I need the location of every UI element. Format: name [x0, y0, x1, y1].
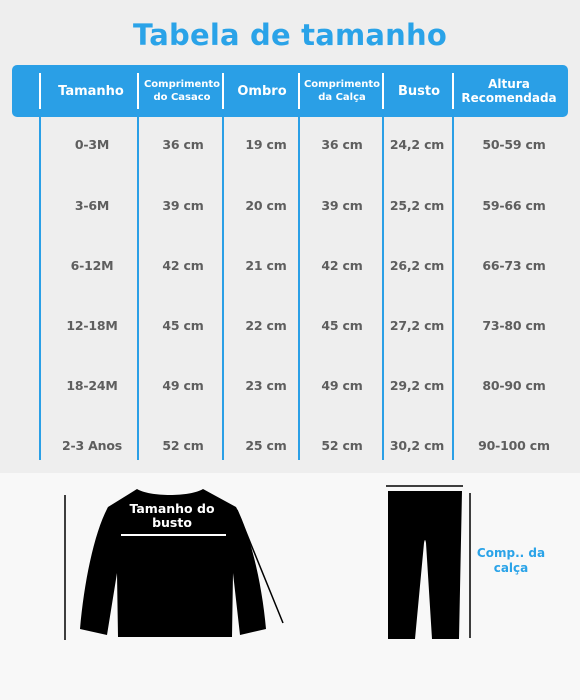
- header-pants-length: Comprimento da Calça: [303, 79, 381, 103]
- table-cell: 52 cm: [162, 438, 204, 453]
- pants-length-label: Comp.. da calça: [476, 546, 546, 575]
- table-cell: 80-90 cm: [482, 378, 546, 393]
- column-divider: [222, 117, 224, 460]
- header-divider: [298, 73, 300, 109]
- table-cell: 12-18M: [66, 318, 118, 333]
- header-recommended-height: Altura Recomendada: [461, 77, 557, 105]
- header-divider: [222, 73, 224, 109]
- table-cell: 25 cm: [245, 438, 287, 453]
- table-cell: 90-100 cm: [478, 438, 550, 453]
- table-cell: 73-80 cm: [482, 318, 546, 333]
- table-cell: 59-66 cm: [482, 198, 546, 213]
- table-cell: 22 cm: [245, 318, 287, 333]
- table-cell: 36 cm: [162, 137, 204, 152]
- table-cell: 27,2 cm: [389, 318, 445, 333]
- header-divider: [452, 73, 454, 109]
- table-cell: 42 cm: [162, 258, 204, 273]
- garment-diagram: [0, 473, 580, 700]
- table-cell: 39 cm: [162, 198, 204, 213]
- table-cell: 18-24M: [66, 378, 118, 393]
- chest-size-label: Tamanho do busto: [129, 501, 215, 530]
- header-bust: Busto: [397, 83, 441, 99]
- table-cell: 25,2 cm: [389, 198, 445, 213]
- table-cell: 49 cm: [321, 378, 363, 393]
- column-divider: [382, 117, 384, 460]
- header-divider: [382, 73, 384, 109]
- table-cell: 66-73 cm: [482, 258, 546, 273]
- table-cell: 24,2 cm: [389, 137, 445, 152]
- header-divider: [39, 73, 41, 109]
- table-cell: 23 cm: [245, 378, 287, 393]
- table-cell: 29,2 cm: [389, 378, 445, 393]
- column-divider: [39, 117, 41, 460]
- pants-icon: [388, 491, 462, 639]
- header-size: Tamanho: [58, 83, 124, 99]
- table-cell: 49 cm: [162, 378, 204, 393]
- table-cell: 0-3M: [74, 137, 110, 152]
- table-cell: 42 cm: [321, 258, 363, 273]
- table-cell: 45 cm: [162, 318, 204, 333]
- table-cell: 52 cm: [321, 438, 363, 453]
- header-divider: [137, 73, 139, 109]
- table-cell: 3-6M: [74, 198, 110, 213]
- table-cell: 2-3 Anos: [62, 438, 122, 453]
- table-cell: 30,2 cm: [389, 438, 445, 453]
- table-cell: 39 cm: [321, 198, 363, 213]
- table-cell: 45 cm: [321, 318, 363, 333]
- header-shoulder: Ombro: [237, 83, 287, 99]
- table-cell: 20 cm: [245, 198, 287, 213]
- table-cell: 6-12M: [70, 258, 114, 273]
- column-divider: [298, 117, 300, 460]
- table-header: [12, 65, 568, 117]
- table-cell: 19 cm: [245, 137, 287, 152]
- table-cell: 26,2 cm: [389, 258, 445, 273]
- table-cell: 36 cm: [321, 137, 363, 152]
- column-divider: [137, 117, 139, 460]
- table-cell: 21 cm: [245, 258, 287, 273]
- table-cell: 50-59 cm: [482, 137, 546, 152]
- page-title: Tabela de tamanho: [132, 18, 447, 52]
- header-coat-length: Comprimento do Casaco: [143, 79, 221, 103]
- column-divider: [452, 117, 454, 460]
